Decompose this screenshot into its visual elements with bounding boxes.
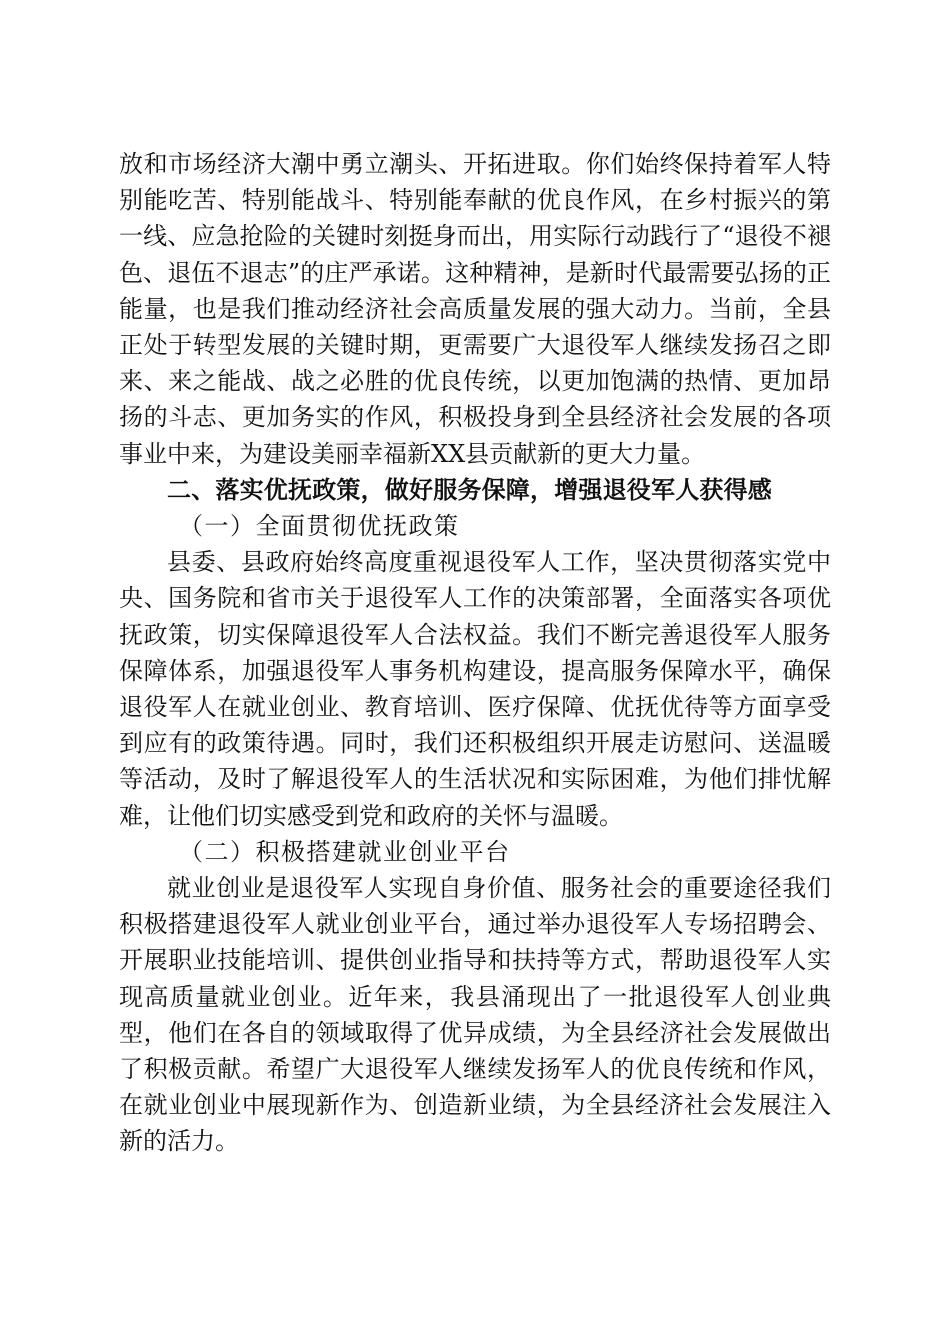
subsection-body-1: 县委、县政府始终高度重视退役军人工作，坚决贯彻落实党中央、国务院和省市关于退役军人工作的决策部署，全面落实各项优抚政策，切实保障退役军人合法权益。我们不断完善退役军人服务保障体系，加强退役军人事务机构建设，提高服务保障水平，确保退役军人在就业创业、教育培训、医疗保障、优抚优待等方面享受到应有的政策待遇。同时，我们还积极组织开展走访慰问、送温暖等活动，及时了解退役军人的生活状况和实际困难，为他们排忧解难，让他们切实感受到党和政府的关怀与温暖。 bbox=[119, 548, 831, 830]
section-heading: 二、落实优抚政策，做好服务保障，增强退役军人获得感 bbox=[167, 475, 772, 504]
subsection-heading-1: （一）全面贯彻优抚政策 bbox=[179, 512, 460, 541]
subsection-body-2: 就业创业是退役军人实现自身价值、服务社会的重要途径我们积极搭建退役军人就业创业平台，通过举办退役军人专场招聘会、开展职业技能培训、提供创业指导和扶持等方式，帮助退役军人实现高质量就业创业。近年来，我县涌现出了一批退役军人创业典型，他们在各自的领域取得了优异成绩，为全县经济社会发展做出了积极贡献。希望广大退役军人继续发扬军人的优良传统和作风，在就业创业中展现新作为、创造新业绩，为全县经济社会发展注入新的活力。 bbox=[119, 874, 831, 1156]
paragraph-continuation: 放和市场经济大潮中勇立潮头、开拓进取。你们始终保持着军人特别能吃苦、特别能战斗、特别能奉献的优良作风，在乡村振兴的第一线、应急抢险的关键时刻挺身而出，用实际行动践行了“退役不褪色、退伍不退志”的庄严承诺。这种精神，是新时代最需要弘扬的正能量，也是我们推动经济社会高质量发展的强大动力。当前，全县正处于转型发展的关键时期，更需要广大退役军人继续发扬召之即来、来之能战、战之必胜的优良传统，以更加饱满的热情、更加昂扬的斗志、更加务实的作风，积极投身到全县经济社会发展的各项事业中来，为建设美丽幸福新XX县贡献新的更大力量。 bbox=[119, 150, 831, 468]
document-body bbox=[119, 146, 831, 1160]
subsection-heading-2: （二）积极搭建就业创业平台 bbox=[179, 837, 511, 866]
